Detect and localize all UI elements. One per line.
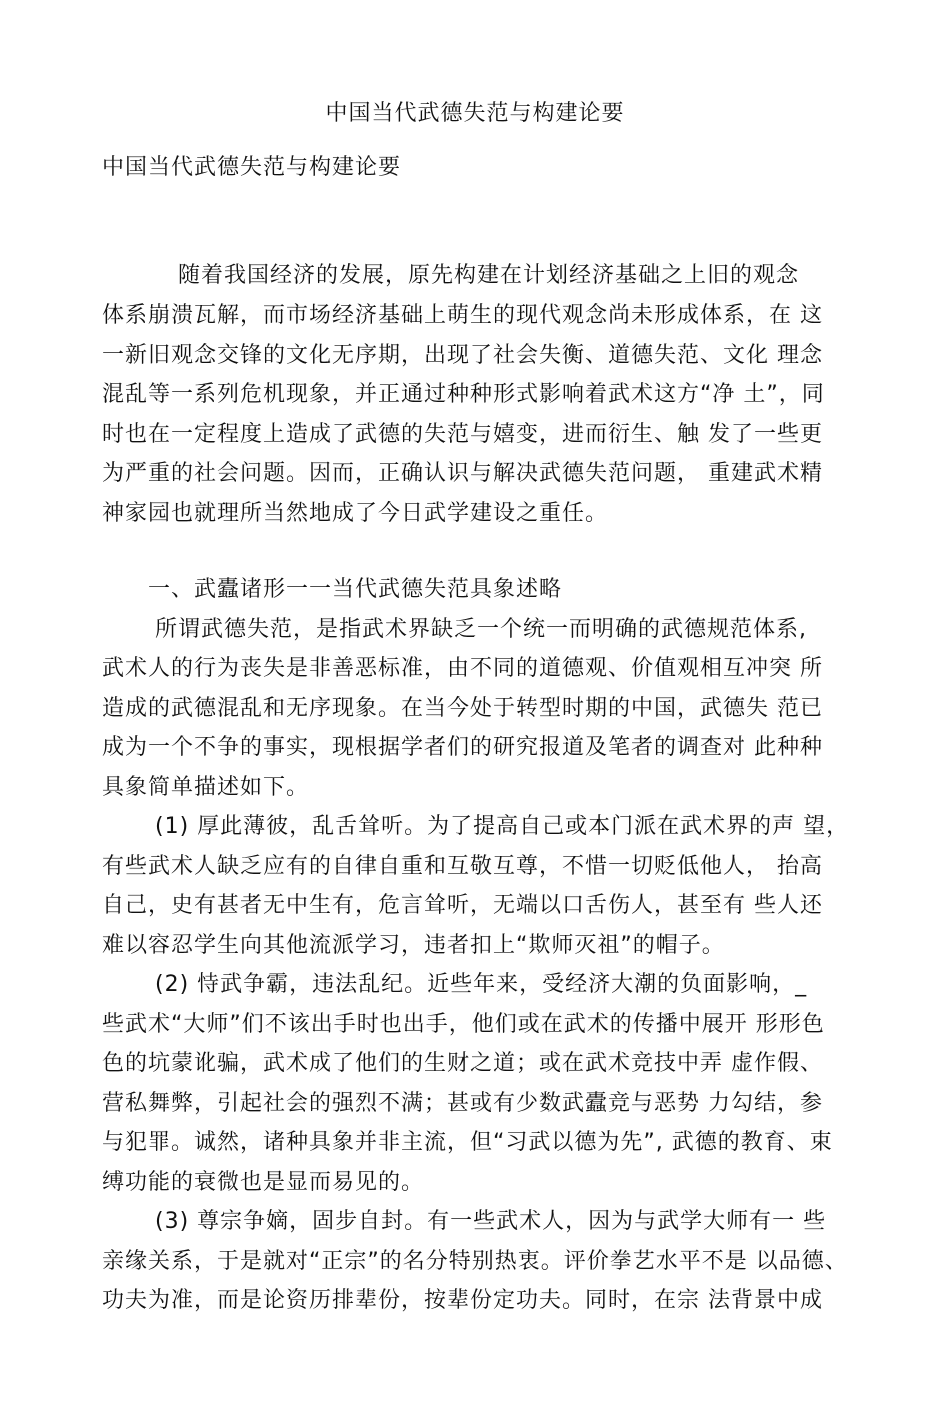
section-heading: 一、武蠹诸形一一当代武德失范具象述略 bbox=[148, 577, 563, 602]
item-line: 亲缘关系，于是就对“正宗”的名分特别热衷。评价拳艺水平不是 以品德、 bbox=[102, 1249, 848, 1274]
item-line: 些武术“大师”们不该出手时也出手，他们或在武术的传播中展开 形形色 bbox=[102, 1012, 825, 1037]
section-line: 具象简单描述如下。 bbox=[102, 775, 310, 800]
intro-line: 随着我国经济的发展，原先构建在计划经济基础之上旧的观念 bbox=[178, 263, 800, 288]
intro-line: 神家园也就理所当然地成了今日武学建设之重任。 bbox=[102, 501, 609, 526]
item-line: 与犯罪。诚然，诸种具象并非主流，但“习武以德为先”, 武德的教育、束 bbox=[102, 1130, 833, 1155]
intro-line: 一新旧观念交锋的文化无序期，出现了社会失衡、道德失范、文化 理念 bbox=[102, 343, 823, 368]
document-title: 中国当代武德失范与构建论要 bbox=[102, 155, 402, 180]
intro-line: 为严重的社会问题。因而，正确认识与解决武德失范问题， 重建武术精 bbox=[102, 461, 823, 486]
item-line: 有些武术人缺乏应有的自律自重和互敬互尊，不惜一切贬低他人， 抬高 bbox=[102, 854, 823, 879]
item-line: 缚功能的衰微也是显而易见的。 bbox=[102, 1170, 425, 1195]
item-line: 功夫为准，而是论资历排辈份，按辈份定功夫。同时，在宗 法背景中成 bbox=[102, 1288, 823, 1313]
item-line: 营私舞弊，引起社会的强烈不满；甚或有少数武蠹竞与恶势 力勾结，参 bbox=[102, 1091, 823, 1116]
intro-line: 体系崩溃瓦解，而市场经济基础上萌生的现代观念尚未形成体系，在 这 bbox=[102, 303, 823, 328]
intro-line: 时也在一定程度上造成了武德的失范与嬉变，进而衍生、触 发了一些更 bbox=[102, 422, 823, 447]
item-line: 自己，史有甚者无中生有，危言耸听，无端以口舌伤人，甚至有 些人还 bbox=[102, 893, 823, 918]
item-line: (3) 尊宗争嫡，固步自封。有一些武术人，因为与武学大师有一 些 bbox=[155, 1209, 827, 1234]
section-line: 武术人的行为丧失是非善恶标准，由不同的道德观、价值观相互冲突 所 bbox=[102, 656, 823, 681]
section-line: 所谓武德失范，是指武术界缺乏一个统一而明确的武德规范体系, bbox=[155, 617, 807, 642]
item-line: (2) 恃武争霸，违法乱纪。近些年来，受经济大潮的负面影响，_ bbox=[155, 972, 808, 997]
section-line: 造成的武德混乱和无序现象。在当今处于转型时期的中国，武德失 范已 bbox=[102, 696, 823, 721]
item-line: (1) 厚此薄彼，乱舌耸听。为了提高自己或本门派在武术界的声 望， bbox=[155, 814, 850, 839]
intro-line: 混乱等一系列危机现象，并正通过种种形式影响着武术这方“净 土”，同 bbox=[102, 382, 825, 407]
item-line: 难以容忍学生向其他流派学习，违者扣上“欺师灭祖”的帽子。 bbox=[102, 933, 725, 958]
page-header-title: 中国当代武德失范与构建论要 bbox=[325, 101, 625, 126]
item-line: 色的坑蒙讹骗，武术成了他们的生财之道；或在武术竞技中弄 虚作假、 bbox=[102, 1051, 823, 1076]
section-line: 成为一个不争的事实，现根据学者们的研究报道及笔者的调查对 此种种 bbox=[102, 735, 823, 760]
